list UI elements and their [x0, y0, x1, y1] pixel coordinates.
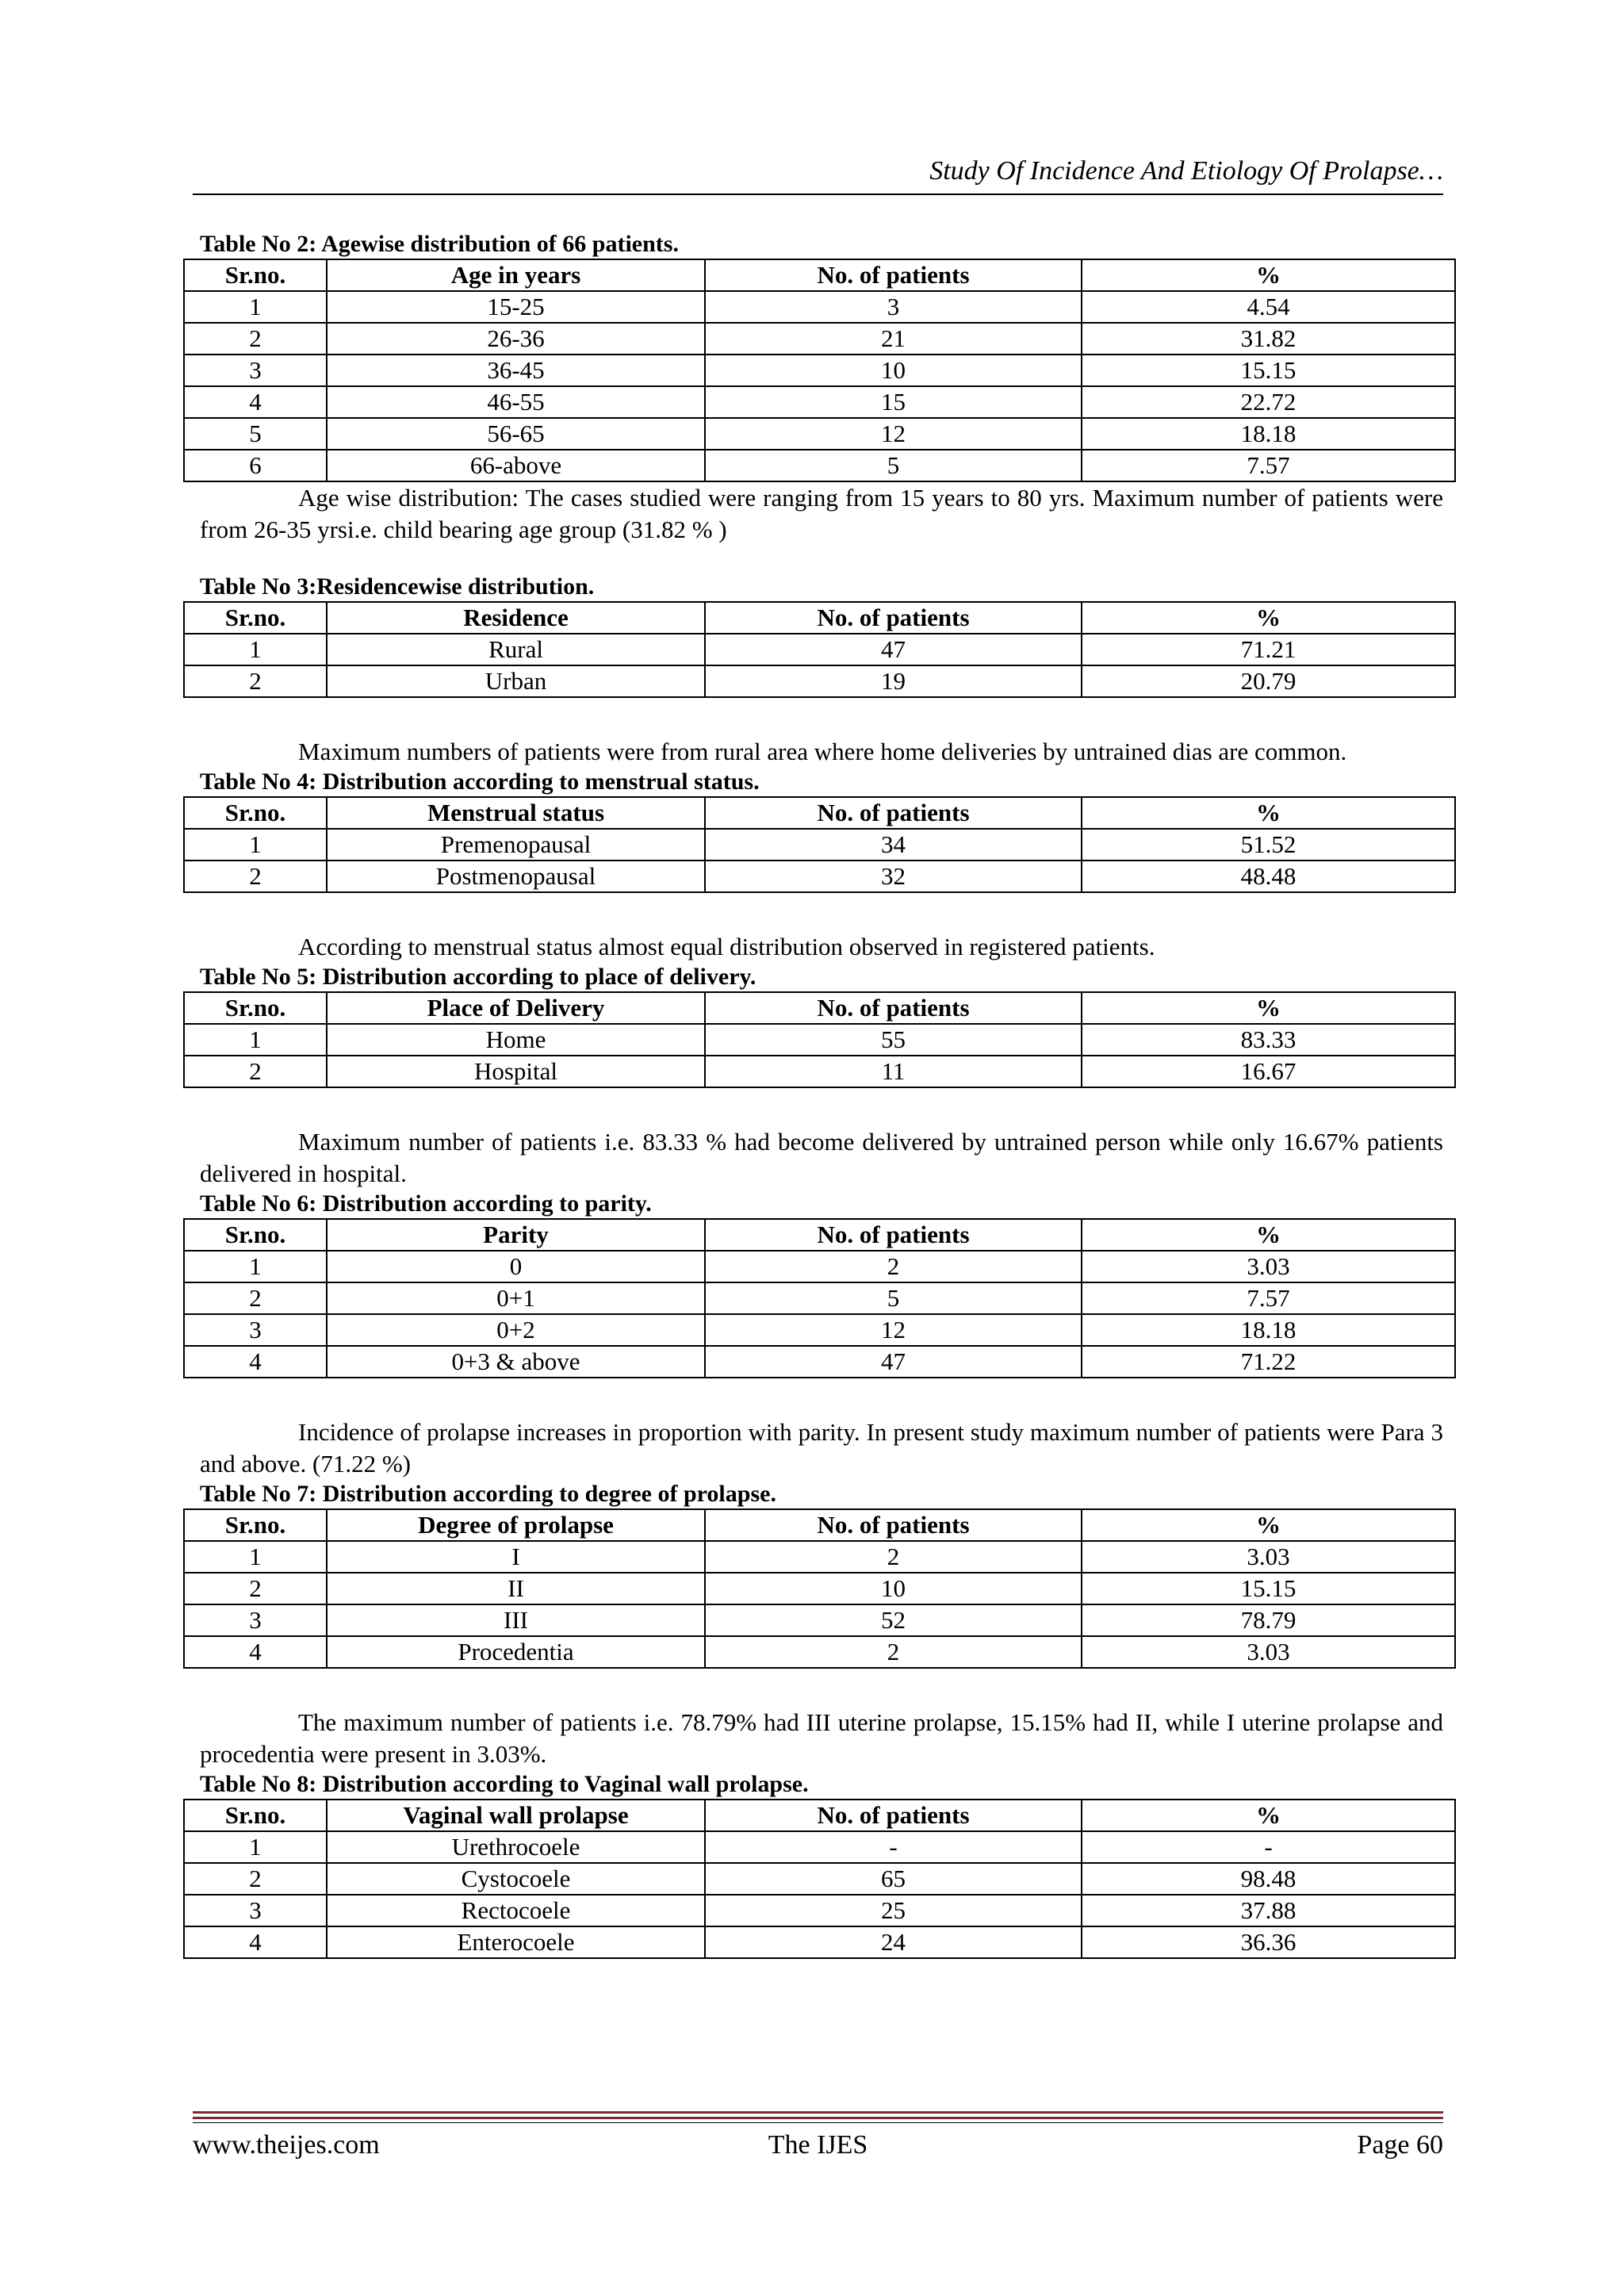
column-header: % — [1082, 1219, 1455, 1251]
table-row — [184, 1573, 1455, 1604]
body-paragraph: Maximum number of patients i.e. 83.33 % had become delivered by untrained person while only 16.67% patients delivered in hospital. — [200, 1128, 1443, 1187]
table-cell: 4 — [184, 1346, 327, 1378]
data-table — [183, 601, 1456, 698]
table-cell: 66-above — [327, 450, 705, 481]
table-cell: 0+3 & above — [327, 1346, 705, 1378]
table-cell: III — [327, 1604, 705, 1636]
table-row — [184, 1604, 1455, 1636]
table-row — [184, 450, 1455, 481]
table-header-row — [184, 259, 1455, 291]
table-cell: Procedentia — [327, 1636, 705, 1668]
table-cell: 15 — [705, 386, 1082, 418]
table-cell: 36-45 — [327, 355, 705, 386]
column-header: Sr.no. — [184, 797, 327, 829]
table-cell: Postmenopausal — [327, 861, 705, 892]
table-cell: 21 — [705, 323, 1082, 355]
table-cell: 1 — [184, 1541, 327, 1573]
table-cell: 32 — [705, 861, 1082, 892]
body-paragraph: Incidence of prolapse increases in proportion with parity. In present study maximum number of patients were Para 3 and above. (71.22 %) — [200, 1418, 1443, 1478]
table-row — [184, 1024, 1455, 1056]
table-cell: 1 — [184, 1831, 327, 1863]
table-cell: 1 — [184, 829, 327, 861]
table-cell: Enterocoele — [327, 1926, 705, 1958]
footer-website: www.theijes.com — [193, 2130, 380, 2160]
table-cell: 4 — [184, 1926, 327, 1958]
table-row — [184, 634, 1455, 665]
table-cell: 15.15 — [1082, 355, 1455, 386]
table-cell: 71.21 — [1082, 634, 1455, 665]
table-cell: 5 — [705, 450, 1082, 481]
column-header: No. of patients — [705, 259, 1082, 291]
column-header: Age in years — [327, 259, 705, 291]
column-header: % — [1082, 602, 1455, 634]
table-cell: 7.57 — [1082, 1282, 1455, 1314]
table-cell: 12 — [705, 418, 1082, 450]
table-cell: 2 — [184, 323, 327, 355]
table-cell: 0+2 — [327, 1314, 705, 1346]
table-cell: 52 — [705, 1604, 1082, 1636]
table-cell: 18.18 — [1082, 1314, 1455, 1346]
table-cell: Urethrocoele — [327, 1831, 705, 1863]
table-cell: 22.72 — [1082, 386, 1455, 418]
column-header: Sr.no. — [184, 259, 327, 291]
table-header-row — [184, 797, 1455, 829]
table-cell: Hospital — [327, 1056, 705, 1087]
table-cell: 1 — [184, 1024, 327, 1056]
table-cell: 98.48 — [1082, 1863, 1455, 1895]
table-cell: 2 — [184, 1863, 327, 1895]
table-cell: 2 — [705, 1251, 1082, 1282]
table-row — [184, 1831, 1455, 1863]
table-caption: Table No 5: Distribution according to place of delivery. — [200, 964, 756, 990]
table-cell: 11 — [705, 1056, 1082, 1087]
table-cell: I — [327, 1541, 705, 1573]
table-cell: 2 — [705, 1541, 1082, 1573]
table-row — [184, 1282, 1455, 1314]
table-cell: 6 — [184, 450, 327, 481]
column-header: No. of patients — [705, 1509, 1082, 1541]
page-footer — [193, 2125, 1443, 2165]
footer-rule-thick — [193, 2117, 1443, 2119]
column-header: Sr.no. — [184, 1509, 327, 1541]
table-row — [184, 1541, 1455, 1573]
column-header: % — [1082, 259, 1455, 291]
data-table — [183, 1508, 1456, 1669]
table-row — [184, 861, 1455, 892]
table-cell: 48.48 — [1082, 861, 1455, 892]
table-cell: 4 — [184, 1636, 327, 1668]
column-header: Sr.no. — [184, 602, 327, 634]
header-rule — [193, 194, 1443, 195]
table-header-row — [184, 1800, 1455, 1831]
table-row — [184, 1346, 1455, 1378]
table-row — [184, 1251, 1455, 1282]
table-row — [184, 291, 1455, 323]
column-header: Sr.no. — [184, 1800, 327, 1831]
body-paragraph: The maximum number of patients i.e. 78.79% had III uterine prolapse, 15.15% had II, while I uterine prolapse and procedentia were present in 3.03%. — [200, 1708, 1443, 1768]
table-cell: 4 — [184, 386, 327, 418]
running-header: Study Of Incidence And Etiology Of Prolapse… — [929, 156, 1443, 186]
page-content — [183, 230, 1454, 1959]
table-cell: 3 — [705, 291, 1082, 323]
table-cell: 10 — [705, 355, 1082, 386]
table-cell: 1 — [184, 1251, 327, 1282]
table-cell: 3.03 — [1082, 1541, 1455, 1573]
table-cell: 78.79 — [1082, 1604, 1455, 1636]
column-header: Sr.no. — [184, 992, 327, 1024]
column-header: Sr.no. — [184, 1219, 327, 1251]
table-cell: 16.67 — [1082, 1056, 1455, 1087]
data-table — [183, 259, 1456, 482]
table-row — [184, 1863, 1455, 1895]
table-cell: 0+1 — [327, 1282, 705, 1314]
table-cell: 24 — [705, 1926, 1082, 1958]
column-header: Menstrual status — [327, 797, 705, 829]
table-cell: 1 — [184, 634, 327, 665]
table-caption: Table No 8: Distribution according to Vaginal wall prolapse. — [200, 1771, 809, 1797]
table-row — [184, 1056, 1455, 1087]
table-header-row — [184, 1509, 1455, 1541]
column-header: % — [1082, 1509, 1455, 1541]
data-table — [183, 1799, 1456, 1959]
body-paragraph: According to menstrual status almost equal distribution observed in registered patients. — [298, 933, 1155, 960]
table-caption: Table No 3:Residencewise distribution. — [200, 573, 595, 600]
table-cell: 3 — [184, 355, 327, 386]
table-row — [184, 1314, 1455, 1346]
table-cell: 1 — [184, 291, 327, 323]
table-header-row — [184, 602, 1455, 634]
column-header: No. of patients — [705, 602, 1082, 634]
table-cell: 5 — [705, 1282, 1082, 1314]
table-cell: 71.22 — [1082, 1346, 1455, 1378]
table-cell: 34 — [705, 829, 1082, 861]
table-cell: - — [705, 1831, 1082, 1863]
table-cell: 20.79 — [1082, 665, 1455, 697]
table-cell: 15-25 — [327, 291, 705, 323]
table-row — [184, 665, 1455, 697]
table-cell: Urban — [327, 665, 705, 697]
table-cell: 3 — [184, 1604, 327, 1636]
body-paragraph: Age wise distribution: The cases studied were ranging from 15 years to 80 yrs. Maximum number of patients were from 26-35 yrsi.e. child bearing age group (31.82 % ) — [200, 484, 1443, 543]
column-header: No. of patients — [705, 1219, 1082, 1251]
table-cell: 2 — [184, 1056, 327, 1087]
data-table — [183, 1218, 1456, 1378]
table-row — [184, 1636, 1455, 1668]
table-cell: 65 — [705, 1863, 1082, 1895]
column-header: No. of patients — [705, 992, 1082, 1024]
table-cell: 55 — [705, 1024, 1082, 1056]
table-cell: Premenopausal — [327, 829, 705, 861]
table-caption: Table No 4: Distribution according to menstrual status. — [200, 769, 760, 795]
table-cell: 31.82 — [1082, 323, 1455, 355]
table-row — [184, 386, 1455, 418]
table-cell: 25 — [705, 1895, 1082, 1926]
table-caption: Table No 7: Distribution according to degree of prolapse. — [200, 1481, 776, 1507]
column-header: Vaginal wall prolapse — [327, 1800, 705, 1831]
table-cell: 47 — [705, 1346, 1082, 1378]
table-cell: Rural — [327, 634, 705, 665]
table-cell: 2 — [184, 665, 327, 697]
table-cell: 19 — [705, 665, 1082, 697]
body-paragraph: Maximum numbers of patients were from rural area where home deliveries by untrained dias are common. — [298, 738, 1347, 765]
table-cell: 12 — [705, 1314, 1082, 1346]
table-row — [184, 1926, 1455, 1958]
data-table — [183, 991, 1456, 1088]
table-row — [184, 323, 1455, 355]
table-cell: Rectocoele — [327, 1895, 705, 1926]
table-cell: 46-55 — [327, 386, 705, 418]
table-cell: 4.54 — [1082, 291, 1455, 323]
data-table — [183, 796, 1456, 893]
column-header: Parity — [327, 1219, 705, 1251]
table-row — [184, 829, 1455, 861]
table-cell: 10 — [705, 1573, 1082, 1604]
table-caption: Table No 6: Distribution according to parity. — [200, 1190, 652, 1217]
table-cell: 47 — [705, 634, 1082, 665]
column-header: % — [1082, 1800, 1455, 1831]
footer-rule-thick — [193, 2111, 1443, 2114]
column-header: % — [1082, 992, 1455, 1024]
column-header: No. of patients — [705, 797, 1082, 829]
table-cell: Home — [327, 1024, 705, 1056]
table-caption: Table No 2: Agewise distribution of 66 patients. — [200, 231, 679, 257]
table-cell: 15.15 — [1082, 1573, 1455, 1604]
table-cell: 51.52 — [1082, 829, 1455, 861]
table-cell: 5 — [184, 418, 327, 450]
table-cell: 3 — [184, 1314, 327, 1346]
table-row — [184, 1895, 1455, 1926]
table-cell: 37.88 — [1082, 1895, 1455, 1926]
table-cell: 36.36 — [1082, 1926, 1455, 1958]
table-cell: 3.03 — [1082, 1636, 1455, 1668]
column-header: No. of patients — [705, 1800, 1082, 1831]
table-cell: - — [1082, 1831, 1455, 1863]
column-header: Degree of prolapse — [327, 1509, 705, 1541]
table-row — [184, 355, 1455, 386]
table-header-row — [184, 1219, 1455, 1251]
table-cell: 3 — [184, 1895, 327, 1926]
table-cell: 0 — [327, 1251, 705, 1282]
table-cell: 2 — [184, 861, 327, 892]
table-cell: 3.03 — [1082, 1251, 1455, 1282]
table-cell: 56-65 — [327, 418, 705, 450]
table-cell: 26-36 — [327, 323, 705, 355]
table-cell: 83.33 — [1082, 1024, 1455, 1056]
column-header: Residence — [327, 602, 705, 634]
footer-journal: The IJES — [768, 2130, 868, 2160]
column-header: Place of Delivery — [327, 992, 705, 1024]
table-cell: II — [327, 1573, 705, 1604]
table-cell: 7.57 — [1082, 450, 1455, 481]
table-cell: 2 — [184, 1573, 327, 1604]
table-cell: 18.18 — [1082, 418, 1455, 450]
table-cell: 2 — [705, 1636, 1082, 1668]
table-cell: 2 — [184, 1282, 327, 1314]
table-header-row — [184, 992, 1455, 1024]
table-row — [184, 418, 1455, 450]
table-cell: Cystocoele — [327, 1863, 705, 1895]
column-header: % — [1082, 797, 1455, 829]
footer-rule-thin — [193, 2122, 1443, 2123]
footer-page-number: Page 60 — [1357, 2130, 1443, 2160]
